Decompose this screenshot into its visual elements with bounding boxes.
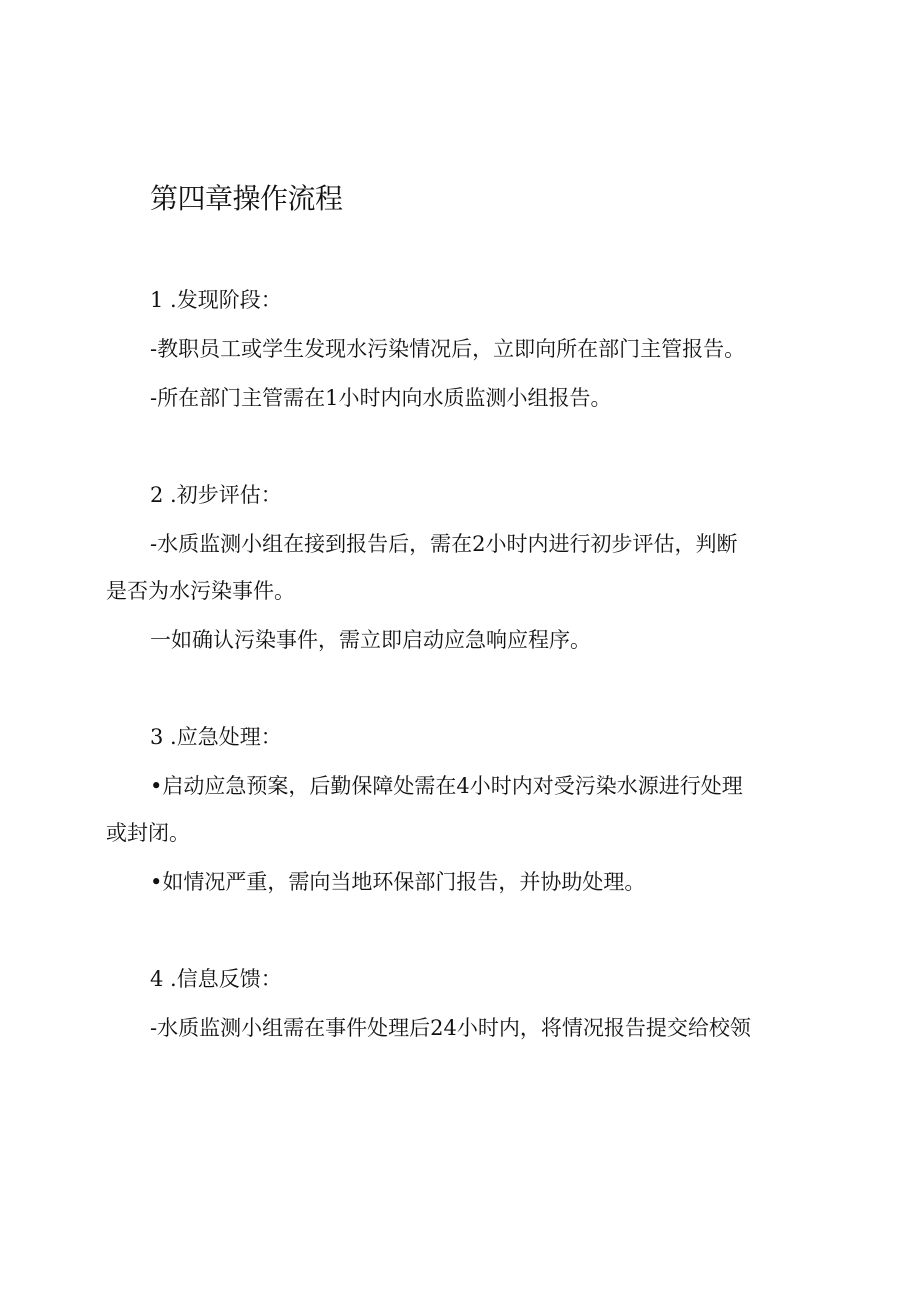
paragraph-line: -水质监测小组在接到报告后，需在2小时内进行初步评估，判断: [150, 532, 738, 556]
paragraph-line: •启动应急预案，后勤保障处需在4小时内对受污染水源进行处理: [150, 774, 743, 798]
paragraph-line: 是否为水污染事件。: [106, 579, 295, 603]
section-heading-assessment: 2 .初步评估：: [150, 483, 282, 507]
paragraph-line: -水质监测小组需在事件处理后24小时内，将情况报告提交给校领: [150, 1016, 751, 1040]
section-heading-feedback: 4 .信息反馈：: [150, 967, 282, 991]
paragraph-line: •如情况严重，需向当地环保部门报告，并协助处理。: [150, 870, 646, 894]
section-heading-emergency: 3 .应急处理：: [150, 725, 282, 749]
chapter-title: 第四章操作流程: [150, 182, 343, 215]
paragraph-line: -教职员工或学生发现水污染情况后，立即向所在部门主管报告。: [150, 337, 746, 361]
paragraph-line: -所在部门主管需在1小时内向水质监测小组报告。: [150, 386, 612, 410]
section-heading-discovery: 1 .发现阶段：: [150, 288, 282, 312]
paragraph-line: 一如确认污染事件，需立即启动应急响应程序。: [150, 628, 591, 652]
paragraph-line: 或封闭。: [106, 821, 190, 845]
